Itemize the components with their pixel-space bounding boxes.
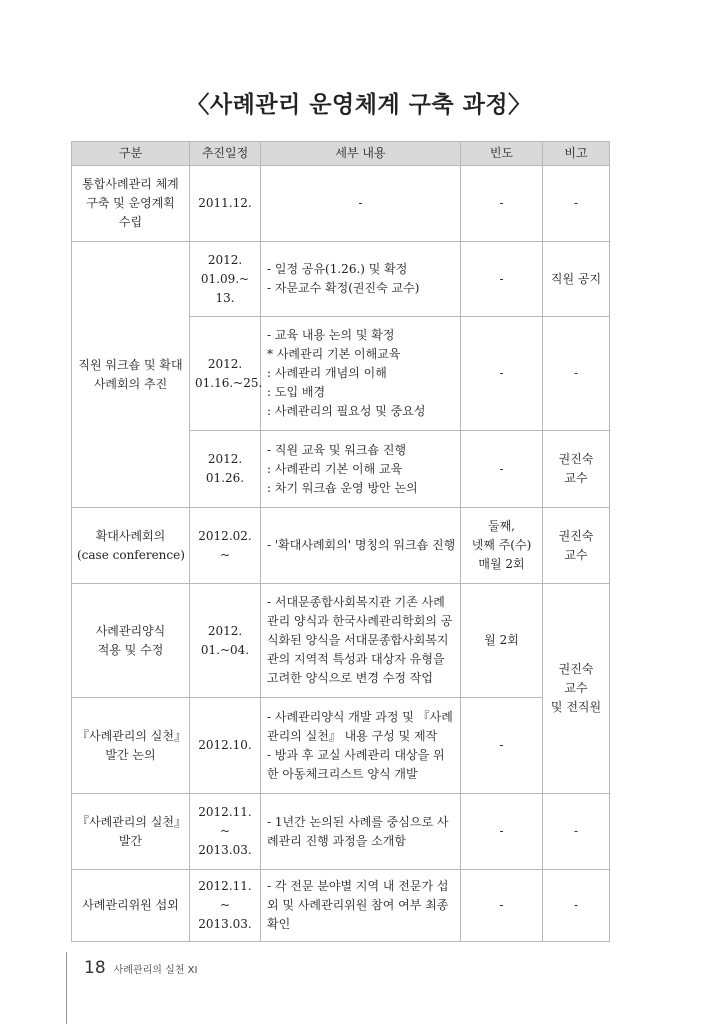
cell-line: 권진숙 [558, 528, 594, 543]
table-row [72, 166, 610, 242]
cell-line: - [573, 196, 579, 210]
table-row [72, 242, 610, 317]
header-note: 비고 [543, 142, 610, 166]
frequency-cell [461, 166, 543, 242]
cell-line: 2012. [207, 252, 243, 267]
cell-line: - 일정 공유(1.26.) 및 확정 [267, 262, 408, 276]
table-row [72, 698, 610, 794]
detail-cell [261, 242, 461, 317]
table-row [72, 584, 610, 698]
category-cell [72, 166, 190, 242]
header-frequency: 빈도 [461, 142, 543, 166]
schedule-cell [190, 431, 261, 508]
category-cell [72, 584, 190, 698]
cell-line: 01.~04. [200, 642, 250, 657]
note-cell [543, 584, 610, 794]
cell-line: 01.16.~25. [195, 375, 263, 390]
cell-line: - [573, 898, 579, 912]
schedule-cell [190, 870, 261, 942]
frequency-cell [461, 870, 543, 942]
cell-line: 둘째, [488, 519, 515, 533]
cell-line: 2012. [207, 623, 243, 638]
cell-line: ~ [219, 547, 231, 562]
category-cell [72, 870, 190, 942]
cell-line: 01.09.~ [200, 271, 250, 286]
note-cell [543, 508, 610, 584]
cell-paragraph: - 각 전문 분야별 지역 내 전문가 섭외 및 사례관리위원 참여 여부 최종 확인 [267, 879, 449, 931]
note-cell [543, 166, 610, 242]
cell-line: : 사례관리의 필요성 및 중요성 [267, 404, 426, 418]
cell-line: 직원 공지 [550, 271, 602, 286]
schedule-cell [190, 166, 261, 242]
note-cell [543, 317, 610, 431]
table-row [72, 870, 610, 942]
cell-line: : 도입 배경 [267, 385, 326, 399]
cell-line: - [499, 196, 504, 210]
cell-line: : 사례관리 기본 이해 교육 [267, 461, 403, 476]
schedule-cell [190, 508, 261, 584]
category-cell [72, 508, 190, 584]
cell-line: 『사례관리의 실천』 [77, 814, 186, 829]
detail-cell [261, 317, 461, 431]
note-cell [543, 794, 610, 870]
cell-line: 직원 워크숍 및 확대 [78, 357, 183, 372]
schedule-cell [190, 698, 261, 794]
cell-line: 구축 및 운영계획 [86, 196, 175, 210]
cell-paragraph: - 1년간 논의된 사례를 중심으로 사례관리 진행 과정을 소개함 [267, 814, 449, 848]
process-table [71, 141, 610, 942]
cell-line: 사례관리위원 섭외 [82, 898, 179, 912]
frequency-cell [461, 242, 543, 317]
detail-cell [261, 584, 461, 698]
table-header-row [72, 142, 610, 166]
cell-paragraph: - 사례관리양식 개발 과정 및 『사례관리의 실천』 내용 구성 및 제작 [267, 709, 453, 743]
cell-line: 매월 2회 [478, 557, 525, 571]
cell-line: 권진숙 [558, 662, 594, 676]
cell-line: - 직원 교육 및 워크숍 진행 [267, 442, 407, 457]
cell-line: - 교육 내용 논의 및 확정 [267, 328, 395, 342]
cell-line: 적용 및 수정 [97, 642, 164, 657]
cell-line: 교수 [564, 547, 588, 562]
cell-line: : 차기 워크숍 운영 방안 논의 [267, 480, 418, 495]
note-cell [543, 870, 610, 942]
cell-line: 교수 [564, 471, 588, 485]
cell-line: - 자문교수 확정(권진숙 교수) [267, 281, 420, 295]
cell-line: - [358, 196, 363, 210]
cell-line: 『사례관리의 실천』 [77, 728, 186, 743]
page-number: 18 [84, 958, 106, 978]
cell-line: ~ [219, 898, 231, 912]
category-cell [72, 698, 190, 794]
cell-line: (case conference) [77, 547, 185, 562]
cell-line: 2013.03. [198, 917, 252, 931]
cell-line: 2012. [207, 452, 243, 466]
cell-line: - [499, 738, 504, 752]
category-cell [72, 794, 190, 870]
detail-cell [261, 870, 461, 942]
detail-cell [261, 431, 461, 508]
schedule-cell [190, 317, 261, 431]
cell-line: - [573, 824, 579, 838]
footer-divider [66, 952, 67, 1024]
cell-line: 월 2회 [484, 633, 519, 647]
cell-line: 확대사례회의 [95, 528, 166, 543]
detail-cell [261, 508, 461, 584]
cell-line: - '확대사례회의' 명칭의 워크숍 진행 [267, 538, 456, 552]
frequency-cell [461, 698, 543, 794]
cell-paragraph: - 방과 후 교실 사례관리 대상을 위한 아동체크리스트 양식 개발 [267, 747, 445, 781]
frequency-cell [461, 431, 543, 508]
cell-line: 2013.03. [198, 843, 252, 857]
table-row [72, 508, 610, 584]
cell-line: 및 전직원 [550, 700, 602, 714]
cell-line: 2012.11. [198, 805, 252, 819]
cell-line: 13. [215, 290, 235, 305]
table-row [72, 794, 610, 870]
cell-line: - [499, 824, 504, 838]
cell-line: 2012.10. [198, 738, 252, 752]
page-title: 〈사례관리 운영체계 구축 과정〉 [186, 92, 532, 118]
schedule-cell [190, 584, 261, 698]
frequency-cell [461, 317, 543, 431]
cell-line: - [499, 461, 504, 476]
detail-cell [261, 698, 461, 794]
cell-line: - [499, 898, 504, 912]
schedule-cell [190, 794, 261, 870]
category-cell [72, 242, 190, 508]
header-category: 구분 [72, 142, 190, 166]
cell-line: * 사례관리 기본 이해교육 [267, 347, 401, 361]
cell-line: 2012. [207, 356, 243, 371]
cell-line: 교수 [564, 681, 588, 695]
page-footer [84, 958, 197, 978]
header-detail: 세부 내용 [261, 142, 461, 166]
cell-line: 수립 [118, 215, 143, 229]
cell-line: ~ [219, 824, 231, 838]
detail-cell [261, 166, 461, 242]
frequency-cell [461, 794, 543, 870]
cell-line: 2012.11. [198, 879, 252, 893]
frequency-cell [461, 584, 543, 698]
cell-line: 발간 논의 [105, 747, 156, 762]
cell-line: - [499, 271, 504, 286]
note-cell [543, 242, 610, 317]
cell-line: 사례회의 추진 [93, 376, 168, 391]
cell-line: : 사례관리 개념의 이해 [267, 366, 387, 380]
cell-paragraph: - 서대문종합사회복지관 기존 사례관리 양식과 한국사례관리학회의 공식화된 양식을 서대문종합사회복지관의 지역적 특성과 대상자 유형을 고려한 양식으로 변경 수정 작업 [267, 595, 453, 685]
cell-line: 넷째 주(수) [471, 538, 532, 552]
frequency-cell [461, 508, 543, 584]
cell-line: - [573, 366, 579, 380]
cell-line: 01.26. [205, 471, 245, 485]
cell-line: 통합사례관리 체계 [82, 177, 179, 191]
schedule-cell [190, 242, 261, 317]
detail-cell [261, 794, 461, 870]
header-schedule: 추진일정 [190, 142, 261, 166]
cell-line: 2012.02. [198, 528, 252, 543]
cell-line: 권진숙 [558, 452, 594, 466]
cell-line: 2011.12. [198, 196, 252, 210]
book-title: 사례관리의 실천 XI [113, 965, 198, 976]
cell-line: 사례관리양식 [95, 623, 166, 638]
note-cell [543, 431, 610, 508]
cell-line: - [499, 366, 504, 380]
cell-line: 발간 [118, 833, 143, 848]
